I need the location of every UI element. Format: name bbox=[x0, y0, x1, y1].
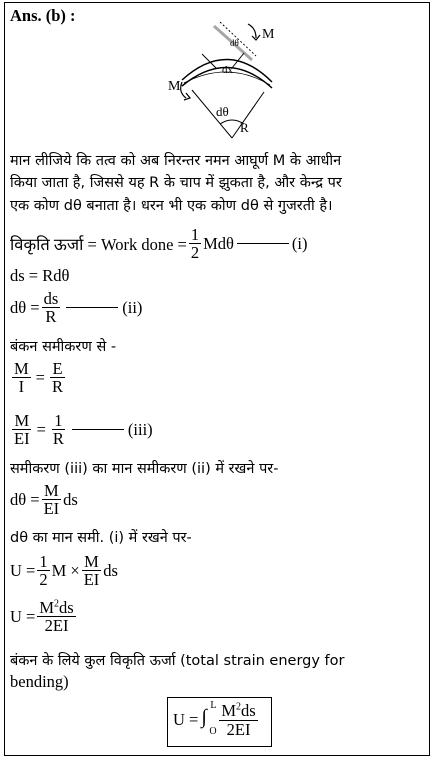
eq6-rest: ds bbox=[63, 489, 78, 509]
eq7-num1: 1 bbox=[39, 552, 48, 571]
eq5-fraction-left bbox=[12, 412, 32, 448]
eq7-num2: M bbox=[84, 552, 99, 571]
eq4-den2: R bbox=[51, 377, 63, 397]
eq8-num-tail: ds bbox=[59, 598, 74, 617]
eq1-num: 1 bbox=[190, 225, 200, 244]
eq5-tag: (iii) bbox=[127, 419, 153, 439]
eq9-lhs: U = bbox=[173, 710, 199, 729]
equation-6 bbox=[10, 482, 78, 518]
eq9-num-tail: ds bbox=[241, 701, 256, 721]
note-4: बंकन के लिये कुल विकृति ऊर्जा (total strain energy for bbox=[10, 653, 345, 669]
eq6-fraction bbox=[42, 482, 62, 518]
label-R: R bbox=[240, 120, 249, 135]
para-line-3: एक कोण dθ बनाता है। धरन भी एक कोण dθ से गुजरती है। bbox=[10, 198, 333, 214]
equation-1 bbox=[10, 226, 307, 262]
eq3-tag: (ii) bbox=[122, 297, 143, 317]
eq5-fraction-right bbox=[51, 412, 66, 448]
eq1-rule bbox=[237, 243, 289, 244]
eq6-num: M bbox=[44, 481, 59, 500]
note-1: बंकन समीकरण से - bbox=[10, 339, 117, 355]
eq5-eq: = bbox=[36, 419, 46, 439]
eq8-num-base: M bbox=[39, 598, 55, 617]
para-line-1: मान लीजिये कि तत्व को अब निरन्तर नमन आघूर्ण M के आधीन bbox=[10, 153, 342, 169]
eq3-num: ds bbox=[43, 289, 59, 308]
note-3: dθ का मान समी. (i) में रखने पर- bbox=[10, 530, 192, 546]
eq3-lhs: dθ = bbox=[10, 297, 40, 317]
eq9-num-base: M bbox=[221, 701, 237, 721]
eq3-den: R bbox=[45, 307, 57, 327]
eq4-fraction-right bbox=[50, 360, 65, 396]
eq1-rest: Mdθ bbox=[203, 233, 234, 253]
eq4-num2: E bbox=[52, 359, 63, 378]
eq7-den1: 2 bbox=[39, 570, 48, 590]
eq5-num2: 1 bbox=[54, 411, 63, 430]
equation-3 bbox=[10, 290, 142, 326]
moment-arrow-right bbox=[248, 24, 256, 38]
label-dtheta-small: dθ bbox=[230, 38, 239, 48]
eq1-den: 2 bbox=[190, 243, 200, 263]
eq7-den2: EI bbox=[83, 570, 100, 590]
equation-9 bbox=[173, 700, 260, 740]
eq9-upper: L bbox=[210, 700, 217, 711]
eq9-fraction bbox=[219, 702, 257, 738]
para-line-2: किया जाता है, जिससे यह R के चाप में झुकता है, और केन्द्र पर bbox=[10, 175, 342, 191]
eq1-fraction bbox=[189, 226, 201, 262]
eq1-lhs: विकृति ऊर्जा = Work done = bbox=[10, 235, 187, 255]
eq1-tag: (i) bbox=[291, 233, 308, 253]
note-2: समीकरण (iii) का मान समीकरण (ii) में रखने पर- bbox=[10, 461, 279, 477]
equation-8 bbox=[10, 599, 78, 635]
equation-7 bbox=[10, 553, 118, 589]
eq9-num bbox=[219, 702, 257, 720]
eq8-num bbox=[37, 599, 75, 617]
eq5-den1: EI bbox=[14, 429, 30, 449]
eq9-integral bbox=[201, 700, 217, 740]
label-M-right: M bbox=[262, 27, 275, 42]
eq8-lhs: U = bbox=[10, 606, 36, 626]
eq4-fraction-left bbox=[12, 360, 31, 396]
equation-2: ds = Rdθ bbox=[10, 266, 70, 285]
eq9-den: 2EI bbox=[226, 719, 251, 739]
eq5-num1: M bbox=[14, 411, 30, 430]
equation-4 bbox=[10, 360, 67, 396]
eq9-int-sign: ∫ bbox=[201, 706, 207, 728]
eq7-fraction-1 bbox=[37, 553, 49, 589]
answer-heading: Ans. (b) : bbox=[10, 6, 76, 25]
eq7-mid: M × bbox=[51, 560, 80, 580]
eq8-num-sup: 2 bbox=[54, 598, 60, 610]
eq5-rule bbox=[72, 429, 124, 430]
eq9-lower: O bbox=[209, 726, 217, 737]
label-dtheta: dθ bbox=[216, 104, 229, 119]
eq9-num-sup: 2 bbox=[236, 701, 242, 713]
eq6-den: EI bbox=[43, 499, 60, 519]
eq8-den: 2EI bbox=[44, 616, 69, 636]
note-4b: bending) bbox=[10, 672, 69, 691]
eq3-fraction bbox=[42, 290, 61, 326]
eq3-rule bbox=[66, 307, 118, 308]
label-M-left: M bbox=[168, 79, 181, 94]
eq8-fraction bbox=[37, 599, 75, 635]
label-dx: dx bbox=[222, 64, 233, 76]
eq6-lhs: dθ = bbox=[10, 489, 40, 509]
eq7-lhs: U = bbox=[10, 560, 36, 580]
eq4-num1: M bbox=[14, 359, 29, 378]
eq7-fraction-2 bbox=[82, 553, 102, 589]
eq5-den2: R bbox=[52, 429, 64, 449]
eq4-den1: I bbox=[18, 377, 25, 397]
eq4-eq: = bbox=[35, 367, 45, 387]
eq7-rest: ds bbox=[103, 560, 118, 580]
equation-5 bbox=[10, 412, 153, 448]
